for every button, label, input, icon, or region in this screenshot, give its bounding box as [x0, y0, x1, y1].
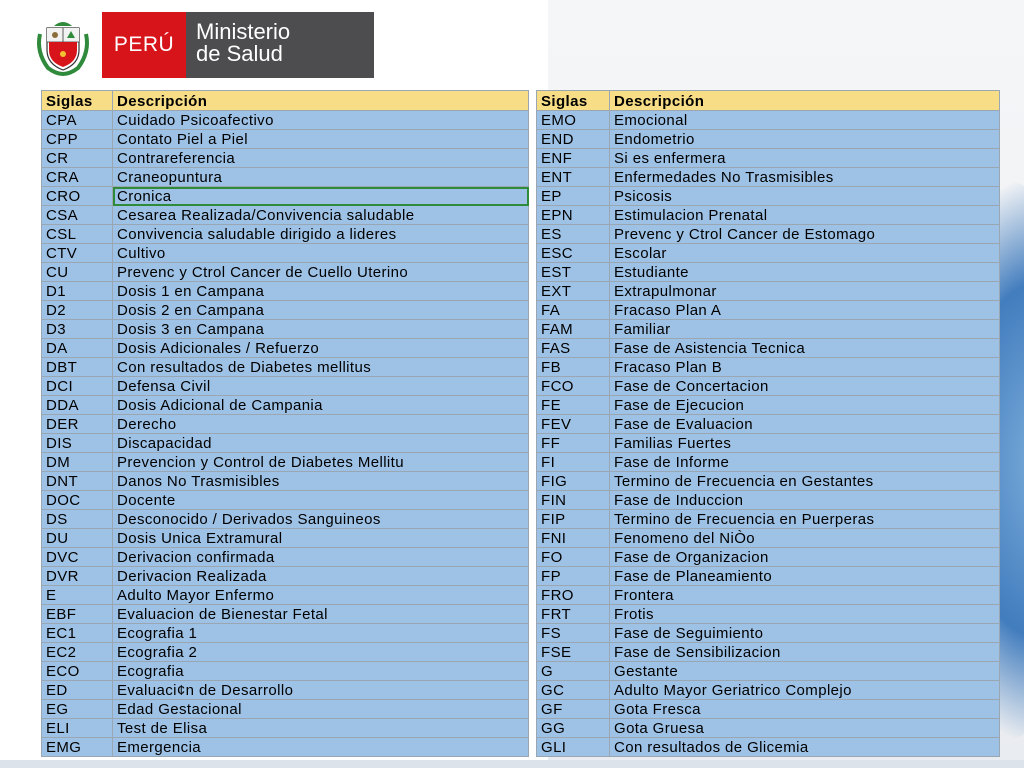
descripcion-cell[interactable]: Dosis 1 en Campana — [113, 282, 529, 301]
siglas-cell[interactable]: DCI — [41, 377, 113, 396]
table-row[interactable] — [41, 244, 529, 263]
descripcion-cell[interactable]: Emocional — [610, 111, 1000, 130]
siglas-cell[interactable]: EG — [41, 700, 113, 719]
descripcion-cell[interactable]: Fase de Planeamiento — [610, 567, 1000, 586]
siglas-cell[interactable]: FEV — [536, 415, 610, 434]
descripcion-cell[interactable]: Endometrio — [610, 130, 1000, 149]
siglas-cell[interactable]: FAS — [536, 339, 610, 358]
table-header-row — [41, 90, 529, 111]
descripcion-cell[interactable]: Dosis 2 en Campana — [113, 301, 529, 320]
descripcion-cell[interactable]: Derivacion confirmada — [113, 548, 529, 567]
header-siglas: Siglas — [41, 90, 113, 111]
descripcion-cell[interactable]: Contrareferencia — [113, 149, 529, 168]
table-row[interactable] — [41, 453, 529, 472]
descripcion-cell[interactable]: Estimulacion Prenatal — [610, 206, 1000, 225]
descripcion-cell[interactable]: Docente — [113, 491, 529, 510]
descripcion-cell[interactable]: Edad Gestacional — [113, 700, 529, 719]
ministry-name-line1: Ministerio — [196, 19, 291, 44]
table-row[interactable] — [41, 111, 529, 130]
descripcion-cell[interactable]: Fase de Sensibilizacion — [610, 643, 1000, 662]
siglas-cell[interactable]: FF — [536, 434, 610, 453]
siglas-cell[interactable]: EMG — [41, 738, 113, 757]
siglas-cell[interactable]: EC1 — [41, 624, 113, 643]
siglas-cell[interactable]: ENF — [536, 149, 610, 168]
table-row[interactable] — [536, 434, 1000, 453]
descripcion-cell[interactable]: Enfermedades No Trasmisibles — [610, 168, 1000, 187]
siglas-cell[interactable]: CRA — [41, 168, 113, 187]
table-row[interactable] — [536, 662, 1000, 681]
siglas-cell[interactable]: FNI — [536, 529, 610, 548]
descripcion-cell[interactable]: Dosis Adicionales / Refuerzo — [113, 339, 529, 358]
table-row[interactable] — [536, 301, 1000, 320]
table-row[interactable] — [536, 320, 1000, 339]
descripcion-cell[interactable]: Adulto Mayor Enfermo — [113, 586, 529, 605]
descripcion-cell[interactable]: Craneopuntura — [113, 168, 529, 187]
siglas-cell[interactable]: CU — [41, 263, 113, 282]
table-row[interactable] — [41, 491, 529, 510]
descripcion-cell[interactable]: Escolar — [610, 244, 1000, 263]
table-row[interactable] — [536, 719, 1000, 738]
descripcion-cell[interactable]: Derivacion Realizada — [113, 567, 529, 586]
descripcion-cell[interactable]: Ecografia 1 — [113, 624, 529, 643]
table-row[interactable] — [41, 415, 529, 434]
siglas-cell[interactable]: DU — [41, 529, 113, 548]
descripcion-cell[interactable]: Adulto Mayor Geriatrico Complejo — [610, 681, 1000, 700]
descripcion-cell[interactable]: Defensa Civil — [113, 377, 529, 396]
table-row[interactable] — [41, 339, 529, 358]
table-row[interactable] — [41, 130, 529, 149]
table-row[interactable] — [536, 510, 1000, 529]
descripcion-cell[interactable]: Cultivo — [113, 244, 529, 263]
table-row[interactable] — [536, 681, 1000, 700]
table-row[interactable] — [536, 586, 1000, 605]
siglas-cell[interactable]: DIS — [41, 434, 113, 453]
table-row[interactable] — [536, 567, 1000, 586]
table-row[interactable] — [41, 206, 529, 225]
table-row[interactable] — [41, 396, 529, 415]
descripcion-cell[interactable]: Dosis Unica Extramural — [113, 529, 529, 548]
siglas-cell[interactable]: G — [536, 662, 610, 681]
siglas-cell[interactable]: FSE — [536, 643, 610, 662]
siglas-cell[interactable]: DVR — [41, 567, 113, 586]
table-row[interactable] — [41, 738, 529, 757]
table-row[interactable] — [41, 301, 529, 320]
siglas-cell[interactable]: FO — [536, 548, 610, 567]
descripcion-cell[interactable]: Gota Fresca — [610, 700, 1000, 719]
table-header-row — [536, 90, 1000, 111]
table-row[interactable] — [41, 529, 529, 548]
descripcion-cell[interactable]: Frotis — [610, 605, 1000, 624]
slide-bottom-band — [0, 760, 1024, 768]
siglas-cell[interactable]: FB — [536, 358, 610, 377]
table-row[interactable] — [41, 567, 529, 586]
table-row[interactable] — [536, 415, 1000, 434]
siglas-cell[interactable]: ED — [41, 681, 113, 700]
descripcion-cell[interactable]: Psicosis — [610, 187, 1000, 206]
table-row[interactable] — [536, 149, 1000, 168]
descripcion-cell[interactable]: Si es enfermera — [610, 149, 1000, 168]
descripcion-cell[interactable]: Emergencia — [113, 738, 529, 757]
descripcion-cell[interactable]: Desconocido / Derivados Sanguineos — [113, 510, 529, 529]
table-row[interactable] — [41, 263, 529, 282]
table-row[interactable] — [536, 187, 1000, 206]
siglas-cell[interactable]: DVC — [41, 548, 113, 567]
descripcion-cell[interactable]: Extrapulmonar — [610, 282, 1000, 301]
descripcion-cell[interactable]: Fase de Informe — [610, 453, 1000, 472]
siglas-cell[interactable]: DS — [41, 510, 113, 529]
descripcion-cell[interactable]: Fase de Organizacion — [610, 548, 1000, 567]
table-row[interactable] — [41, 510, 529, 529]
table-row[interactable] — [536, 358, 1000, 377]
siglas-cell[interactable]: FCO — [536, 377, 610, 396]
siglas-cell[interactable]: FP — [536, 567, 610, 586]
header-descripcion: Descripción — [113, 90, 529, 111]
siglas-cell[interactable]: GF — [536, 700, 610, 719]
siglas-cell[interactable]: ESC — [536, 244, 610, 263]
table-row[interactable] — [536, 244, 1000, 263]
descripcion-cell[interactable]: Fase de Concertacion — [610, 377, 1000, 396]
table-row[interactable] — [536, 605, 1000, 624]
descripcion-cell[interactable]: Fase de Ejecucion — [610, 396, 1000, 415]
ministry-logo — [32, 12, 374, 78]
siglas-cell[interactable]: ES — [536, 225, 610, 244]
siglas-cell[interactable]: CSL — [41, 225, 113, 244]
peru-label: PERÚ — [102, 12, 186, 78]
acronyms-table-left — [41, 90, 529, 757]
siglas-cell[interactable]: DBT — [41, 358, 113, 377]
table-row[interactable] — [536, 624, 1000, 643]
table-row[interactable] — [41, 605, 529, 624]
table-row[interactable] — [41, 681, 529, 700]
descripcion-cell[interactable]: Fracaso Plan B — [610, 358, 1000, 377]
siglas-cell[interactable]: FIN — [536, 491, 610, 510]
table-row[interactable] — [41, 719, 529, 738]
siglas-cell[interactable]: EP — [536, 187, 610, 206]
ministry-name — [186, 12, 374, 78]
descripcion-cell[interactable]: Convivencia saludable dirigido a lideres — [113, 225, 529, 244]
descripcion-cell[interactable]: Test de Elisa — [113, 719, 529, 738]
descripcion-cell[interactable]: Fase de Induccion — [610, 491, 1000, 510]
table-row[interactable] — [536, 453, 1000, 472]
descripcion-cell[interactable]: Gestante — [610, 662, 1000, 681]
descripcion-cell[interactable]: Cuidado Psicoafectivo — [113, 111, 529, 130]
descripcion-cell[interactable]: Gota Gruesa — [610, 719, 1000, 738]
siglas-cell[interactable]: EXT — [536, 282, 610, 301]
descripcion-cell[interactable]: Danos No Trasmisibles — [113, 472, 529, 491]
table-row[interactable] — [41, 434, 529, 453]
table-row[interactable] — [536, 263, 1000, 282]
descripcion-cell[interactable]: Fase de Asistencia Tecnica — [610, 339, 1000, 358]
ministry-name-line2: de Salud — [196, 41, 283, 66]
siglas-cell[interactable]: CTV — [41, 244, 113, 263]
table-row[interactable] — [41, 662, 529, 681]
descripcion-cell[interactable]: Termino de Frecuencia en Puerperas — [610, 510, 1000, 529]
descripcion-cell[interactable]: Derecho — [113, 415, 529, 434]
descripcion-cell[interactable]: Fase de Evaluacion — [610, 415, 1000, 434]
table-row[interactable] — [536, 339, 1000, 358]
table-row[interactable] — [41, 225, 529, 244]
table-row[interactable] — [536, 130, 1000, 149]
descripcion-cell[interactable]: Prevencion y Control de Diabetes Mellitu — [113, 453, 529, 472]
descripcion-cell[interactable]: Dosis Adicional de Campania — [113, 396, 529, 415]
siglas-cell[interactable]: FE — [536, 396, 610, 415]
table-row[interactable] — [536, 111, 1000, 130]
siglas-cell[interactable]: D2 — [41, 301, 113, 320]
table-row[interactable] — [41, 472, 529, 491]
table-row[interactable] — [536, 282, 1000, 301]
descripcion-cell[interactable]: Familiar — [610, 320, 1000, 339]
siglas-cell[interactable]: DM — [41, 453, 113, 472]
descripcion-cell[interactable]: Evaluaci¢n de Desarrollo — [113, 681, 529, 700]
descripcion-cell[interactable]: Familias Fuertes — [610, 434, 1000, 453]
siglas-cell[interactable]: EST — [536, 263, 610, 282]
siglas-cell[interactable]: EBF — [41, 605, 113, 624]
descripcion-cell[interactable]: Dosis 3 en Campana — [113, 320, 529, 339]
siglas-cell[interactable]: FAM — [536, 320, 610, 339]
siglas-cell[interactable]: EC2 — [41, 643, 113, 662]
table-row[interactable] — [536, 738, 1000, 757]
table-row[interactable] — [41, 624, 529, 643]
siglas-cell[interactable]: DDA — [41, 396, 113, 415]
header-siglas: Siglas — [536, 90, 610, 111]
siglas-cell[interactable]: CPA — [41, 111, 113, 130]
descripcion-cell[interactable]: Con resultados de Diabetes mellitus — [113, 358, 529, 377]
descripcion-cell[interactable]: Fase de Seguimiento — [610, 624, 1000, 643]
table-row[interactable] — [41, 168, 529, 187]
descripcion-cell[interactable]: Fenomeno del NiÒo — [610, 529, 1000, 548]
descripcion-cell[interactable]: Evaluacion de Bienestar Fetal — [113, 605, 529, 624]
table-row[interactable] — [536, 396, 1000, 415]
table-row[interactable] — [41, 643, 529, 662]
descripcion-cell[interactable]: Prevenc y Ctrol Cancer de Estomago — [610, 225, 1000, 244]
table-row[interactable] — [41, 149, 529, 168]
table-row[interactable] — [536, 700, 1000, 719]
table-row[interactable] — [41, 586, 529, 605]
siglas-cell[interactable]: EMO — [536, 111, 610, 130]
siglas-cell[interactable]: GLI — [536, 738, 610, 757]
descripcion-cell[interactable]: Frontera — [610, 586, 1000, 605]
table-row[interactable] — [536, 225, 1000, 244]
descripcion-cell[interactable]: Termino de Frecuencia en Gestantes — [610, 472, 1000, 491]
table-row[interactable] — [536, 548, 1000, 567]
siglas-cell[interactable]: FI — [536, 453, 610, 472]
siglas-cell[interactable]: ECO — [41, 662, 113, 681]
table-body-left — [41, 111, 529, 757]
table-row[interactable] — [41, 187, 529, 206]
peru-crest-icon — [32, 12, 94, 78]
table-row[interactable] — [41, 377, 529, 396]
siglas-cell[interactable]: CSA — [41, 206, 113, 225]
siglas-cell[interactable]: GG — [536, 719, 610, 738]
siglas-cell[interactable]: CR — [41, 149, 113, 168]
descripcion-cell[interactable]: Prevenc y Ctrol Cancer de Cuello Uterino — [113, 263, 529, 282]
descripcion-cell[interactable]: Estudiante — [610, 263, 1000, 282]
siglas-cell[interactable]: GC — [536, 681, 610, 700]
table-row[interactable] — [41, 320, 529, 339]
descripcion-cell[interactable]: Cronica — [113, 187, 529, 206]
table-row[interactable] — [536, 491, 1000, 510]
siglas-cell[interactable]: FIP — [536, 510, 610, 529]
descripcion-cell[interactable]: Discapacidad — [113, 434, 529, 453]
siglas-cell[interactable]: FRO — [536, 586, 610, 605]
siglas-cell[interactable]: DOC — [41, 491, 113, 510]
table-row[interactable] — [41, 548, 529, 567]
siglas-cell[interactable]: D3 — [41, 320, 113, 339]
header-descripcion: Descripción — [610, 90, 1000, 111]
siglas-cell[interactable]: CRO — [41, 187, 113, 206]
descripcion-cell[interactable]: Con resultados de Glicemia — [610, 738, 1000, 757]
siglas-cell[interactable]: E — [41, 586, 113, 605]
table-row[interactable] — [536, 206, 1000, 225]
table-row[interactable] — [536, 529, 1000, 548]
siglas-cell[interactable]: D1 — [41, 282, 113, 301]
siglas-cell[interactable]: FA — [536, 301, 610, 320]
siglas-cell[interactable]: ELI — [41, 719, 113, 738]
table-row[interactable] — [41, 700, 529, 719]
siglas-cell[interactable]: DER — [41, 415, 113, 434]
table-row[interactable] — [41, 358, 529, 377]
table-row[interactable] — [536, 168, 1000, 187]
acronyms-table-right — [536, 90, 1000, 757]
siglas-cell[interactable]: FIG — [536, 472, 610, 491]
siglas-cell[interactable]: ENT — [536, 168, 610, 187]
siglas-cell[interactable]: FRT — [536, 605, 610, 624]
table-row[interactable] — [536, 643, 1000, 662]
descripcion-cell[interactable]: Contato Piel a Piel — [113, 130, 529, 149]
siglas-cell[interactable]: CPP — [41, 130, 113, 149]
descripcion-cell[interactable]: Ecografia 2 — [113, 643, 529, 662]
siglas-cell[interactable]: DA — [41, 339, 113, 358]
descripcion-cell[interactable]: Fracaso Plan A — [610, 301, 1000, 320]
descripcion-cell[interactable]: Ecografia — [113, 662, 529, 681]
table-body-right — [536, 111, 1000, 757]
siglas-cell[interactable]: FS — [536, 624, 610, 643]
siglas-cell[interactable]: DNT — [41, 472, 113, 491]
table-row[interactable] — [41, 282, 529, 301]
table-row[interactable] — [536, 377, 1000, 396]
descripcion-cell[interactable]: Cesarea Realizada/Convivencia saludable — [113, 206, 529, 225]
siglas-cell[interactable]: END — [536, 130, 610, 149]
siglas-cell[interactable]: EPN — [536, 206, 610, 225]
table-row[interactable] — [536, 472, 1000, 491]
